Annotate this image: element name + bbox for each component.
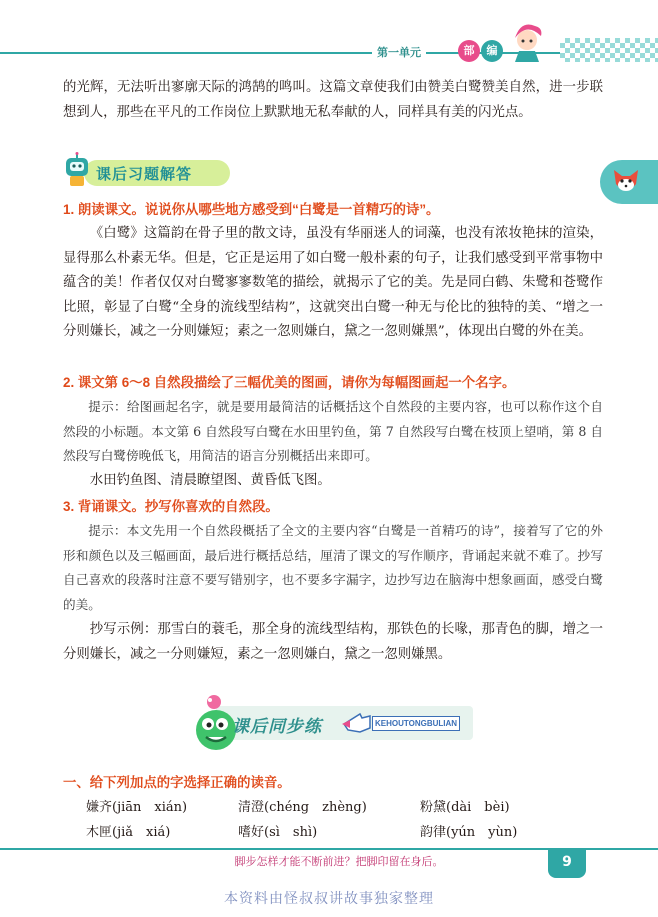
question-3-answer: 抄写示例：那雪白的蓑毛，那全身的流线型结构，那铁色的长喙，那青色的脚，增之一分则嫌长，减之一分则嫌短，素之一忽则嫌白，黛之一忽则嫌黑。 [63,622,603,662]
pinyin-choice-item: 嫌齐(jiān xián) [86,800,188,815]
question-1-answer: 《白鹭》这篇韵在骨子里的散文诗，虽没有华丽迷人的词藻，也没有浓妆艳抹的渲染，显得那么朴素无华。但是，它正是运用了如白鹭一般朴素的句子，让我们感受到平常事物中蕴含的美！作者仅仅对白鹭寥寥数笔的描绘，就揭示了它的美。先是同白鹤、朱鹭和苍鹭作比照，彰显了白鹭“全身的流线型结构”，这就突出白鹭一种无与伦比的独特的美、“增之一分则嫌长，减之一分则嫌短；素之一忽则嫌白，黛之一忽则嫌黑”，体现出白鹭的外在美。 [63,226,603,340]
section-title: 课后同步练 [232,717,322,737]
unit-label: 第一单元 [372,44,426,60]
question-3-hint: 提示：本文先用一个自然段概括了全文的主要内容“白鹭是一首精巧的诗”，接着写了它的外形和颜色以及三幅画面，最后进行概括总结，厘清了课文的写作顺序，背诵起来就不难了。抄写自己喜欢的段落时注意不要写错别字，也不要多字漏字，边抄写边在脑海中想象画面，感受白鹭的美。 [63,523,603,612]
series-badge: 部 [458,40,480,62]
section-title: 课后习题解答 [96,165,193,183]
cartoon-fox-icon [610,166,642,198]
pinyin-choice-item: 嗜好(sì shì) [238,825,318,840]
series-badge: 编 [481,40,503,62]
pinyin-choice-item: 木匣(jiǎ xiá) [86,825,171,840]
section-heading-practice [188,692,473,754]
checker-decoration [560,38,658,62]
pinyin-choice-item: 清澄(chéng zhèng) [238,800,367,815]
question-2-hint: 提示：给图画起名字，就是要用最简洁的话概括这个自然段的主要内容，也可以称作这个自然段的小标题。本文第 6 自然段写白鹭在水田里钓鱼，第 7 自然段写白鹭在枝顶上望哨，第 8 自然段写白鹭傍晚低飞，用简洁的语言分别概括出来即可。 [63,399,603,464]
question-1-title: 1. 朗读课文。说说你从哪些地方感受到“白鹭是一首精巧的诗”。 [63,202,440,217]
exercise-title: 一、给下列加点的字选择正确的读音。 [63,775,291,790]
page-number: 9 [548,848,586,878]
question-2-title: 2. 课文第 6～8 自然段描绘了三幅优美的图画，请你为每幅图画起一个名字。 [63,375,516,390]
page-header [0,0,658,70]
pointing-hand-icon [340,706,374,740]
section-subtitle: KEHOUTONGBULIAN [372,716,460,731]
question-3-title: 3. 背诵课文。抄写你喜欢的自然段。 [63,499,279,514]
pinyin-choice-item: 韵律(yún yùn) [420,825,518,840]
watermark-text: 本资料由怪叔叔讲故事独家整理 [224,891,434,907]
pinyin-choice-item: 粉黛(dài bèi) [420,800,510,815]
section-heading-answers [60,152,230,188]
cartoon-girl-icon [507,24,549,62]
robot-mascot-icon [60,152,94,188]
question-2-answer: 水田钓鱼图、清晨瞭望图、黄昏低飞图。 [89,473,331,488]
footer-motto: 脚步怎样才能不断前进？把脚印留在身后。 [234,855,444,868]
intro-paragraph: 的光辉，无法听出寥廓天际的鸿鹄的鸣叫。这篇文章使我们由赞美白鹭赞美自然，进一步联想到人，那些在平凡的工作岗位上默默地无私奉献的人，同样具有美的闪光点。 [63,80,603,120]
